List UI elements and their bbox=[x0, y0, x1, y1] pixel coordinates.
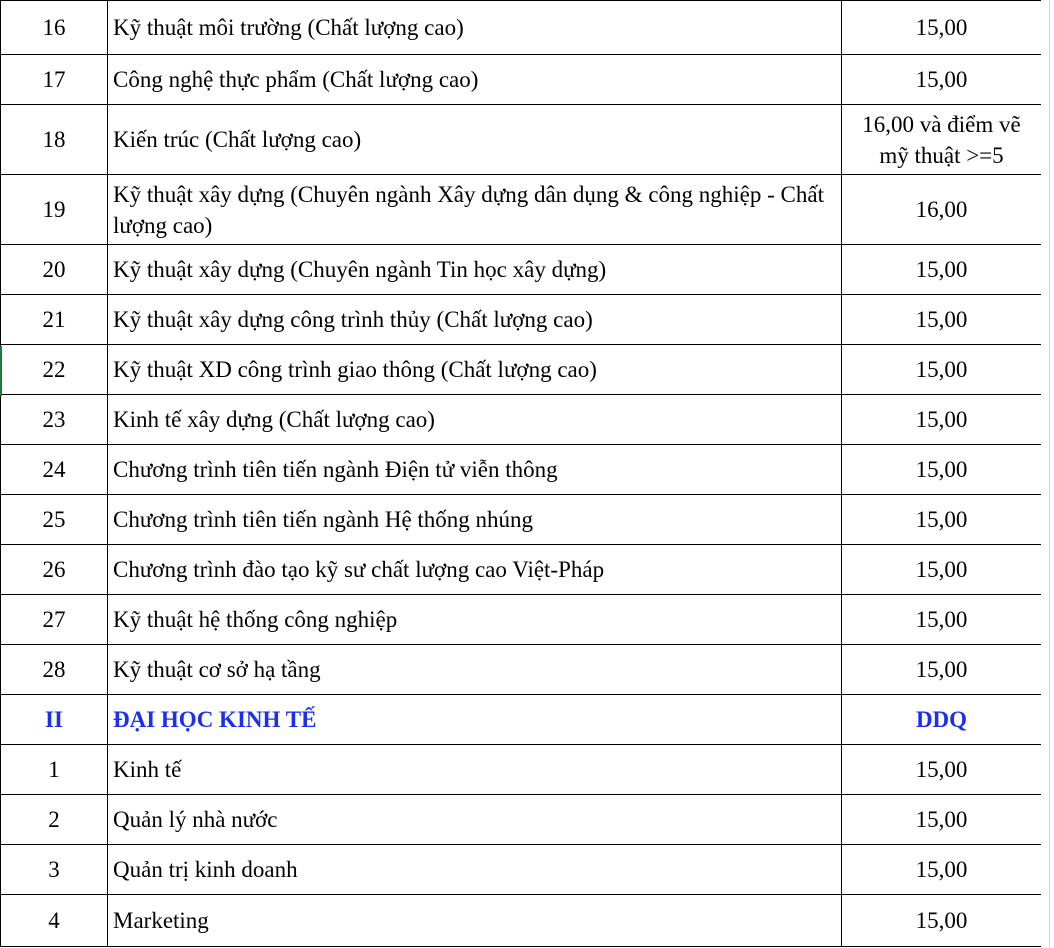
score-cell[interactable]: 15,00 bbox=[842, 895, 1042, 947]
program-name-cell[interactable]: Quản lý nhà nước bbox=[108, 795, 842, 845]
program-name-cell[interactable]: Kỹ thuật cơ sở hạ tầng bbox=[108, 645, 842, 695]
row-number-cell[interactable]: 1 bbox=[1, 745, 108, 795]
row-number-cell[interactable]: 18 bbox=[1, 105, 108, 175]
table-body bbox=[1, 1, 1042, 947]
table-row[interactable] bbox=[1, 495, 1042, 545]
program-name-cell[interactable]: Kinh tế bbox=[108, 745, 842, 795]
row-number-cell[interactable]: 19 bbox=[1, 175, 108, 245]
table-row[interactable] bbox=[1, 795, 1042, 845]
program-name-cell[interactable]: Kiến trúc (Chất lượng cao) bbox=[108, 105, 842, 175]
score-cell[interactable]: 15,00 bbox=[842, 795, 1042, 845]
row-number-cell[interactable]: 20 bbox=[1, 245, 108, 295]
score-cell[interactable]: 15,00 bbox=[842, 745, 1042, 795]
table-row[interactable] bbox=[1, 345, 1042, 395]
row-number-cell[interactable]: 27 bbox=[1, 595, 108, 645]
program-name-cell[interactable]: Kỹ thuật xây dựng (Chuyên ngành Tin học xây dựng) bbox=[108, 245, 842, 295]
row-number-cell[interactable]: 2 bbox=[1, 795, 108, 845]
score-cell[interactable]: 15,00 bbox=[842, 495, 1042, 545]
score-cell[interactable]: 15,00 bbox=[842, 445, 1042, 495]
row-number-cell[interactable]: 23 bbox=[1, 395, 108, 445]
score-cell[interactable]: 15,00 bbox=[842, 345, 1042, 395]
program-name-cell[interactable]: Kỹ thuật môi trường (Chất lượng cao) bbox=[108, 1, 842, 55]
row-number-cell[interactable]: 16 bbox=[1, 1, 108, 55]
section-title-cell[interactable]: ĐẠI HỌC KINH TẾ bbox=[108, 695, 842, 745]
score-cell[interactable]: 15,00 bbox=[842, 545, 1042, 595]
table-row[interactable] bbox=[1, 745, 1042, 795]
row-number-cell[interactable]: 22 bbox=[1, 345, 108, 395]
table-row[interactable] bbox=[1, 105, 1042, 175]
table-row[interactable] bbox=[1, 595, 1042, 645]
score-cell[interactable]: 15,00 bbox=[842, 845, 1042, 895]
program-name-cell[interactable]: Quản trị kinh doanh bbox=[108, 845, 842, 895]
row-number-cell[interactable]: 3 bbox=[1, 845, 108, 895]
row-number-cell[interactable]: 4 bbox=[1, 895, 108, 947]
program-name-cell[interactable]: Chương trình tiên tiến ngành Hệ thống nhúng bbox=[108, 495, 842, 545]
row-number-cell[interactable]: 21 bbox=[1, 295, 108, 345]
score-cell[interactable]: 15,00 bbox=[842, 245, 1042, 295]
row-number-cell[interactable]: 26 bbox=[1, 545, 108, 595]
table-row[interactable] bbox=[1, 395, 1042, 445]
program-name-cell[interactable]: Kỹ thuật xây dựng công trình thủy (Chất lượng cao) bbox=[108, 295, 842, 345]
section-code-cell[interactable]: DDQ bbox=[842, 695, 1042, 745]
table-row[interactable] bbox=[1, 245, 1042, 295]
score-cell[interactable]: 15,00 bbox=[842, 395, 1042, 445]
column-gridline bbox=[1049, 0, 1050, 948]
table-row[interactable] bbox=[1, 295, 1042, 345]
row-number-cell[interactable]: 17 bbox=[1, 55, 108, 105]
program-name-cell[interactable]: Công nghệ thực phẩm (Chất lượng cao) bbox=[108, 55, 842, 105]
table-row[interactable] bbox=[1, 845, 1042, 895]
program-name-cell[interactable]: Kỹ thuật hệ thống công nghiệp bbox=[108, 595, 842, 645]
table-row[interactable] bbox=[1, 1, 1042, 55]
score-cell[interactable]: 15,00 bbox=[842, 1, 1042, 55]
score-cell[interactable]: 15,00 bbox=[842, 595, 1042, 645]
table-row[interactable] bbox=[1, 445, 1042, 495]
program-name-cell[interactable]: Kỹ thuật XD công trình giao thông (Chất lượng cao) bbox=[108, 345, 842, 395]
program-name-cell[interactable]: Kỹ thuật xây dựng (Chuyên ngành Xây dựng dân dụng & công nghiệp - Chất lượng cao) bbox=[108, 175, 842, 245]
program-name-cell[interactable]: Kinh tế xây dựng (Chất lượng cao) bbox=[108, 395, 842, 445]
sheet-gridline-area bbox=[1041, 0, 1054, 948]
row-number-cell[interactable]: 25 bbox=[1, 495, 108, 545]
table-row[interactable] bbox=[1, 175, 1042, 245]
score-cell[interactable]: 15,00 bbox=[842, 55, 1042, 105]
score-cell[interactable]: 16,00 và điểm vẽ mỹ thuật >=5 bbox=[842, 105, 1042, 175]
section-header-row[interactable] bbox=[1, 695, 1042, 745]
table-row[interactable] bbox=[1, 55, 1042, 105]
active-row-indicator bbox=[0, 346, 2, 396]
score-cell[interactable]: 16,00 bbox=[842, 175, 1042, 245]
row-number-cell[interactable]: 28 bbox=[1, 645, 108, 695]
program-name-cell[interactable]: Chương trình đào tạo kỹ sư chất lượng cao Việt-Pháp bbox=[108, 545, 842, 595]
table-row[interactable] bbox=[1, 895, 1042, 947]
program-name-cell[interactable]: Marketing bbox=[108, 895, 842, 947]
program-name-cell[interactable]: Chương trình tiên tiến ngành Điện tử viễn thông bbox=[108, 445, 842, 495]
table-row[interactable] bbox=[1, 645, 1042, 695]
row-number-cell[interactable]: 24 bbox=[1, 445, 108, 495]
table-row[interactable] bbox=[1, 545, 1042, 595]
score-cell[interactable]: 15,00 bbox=[842, 295, 1042, 345]
score-cell[interactable]: 15,00 bbox=[842, 645, 1042, 695]
section-number-cell[interactable]: II bbox=[1, 695, 108, 745]
